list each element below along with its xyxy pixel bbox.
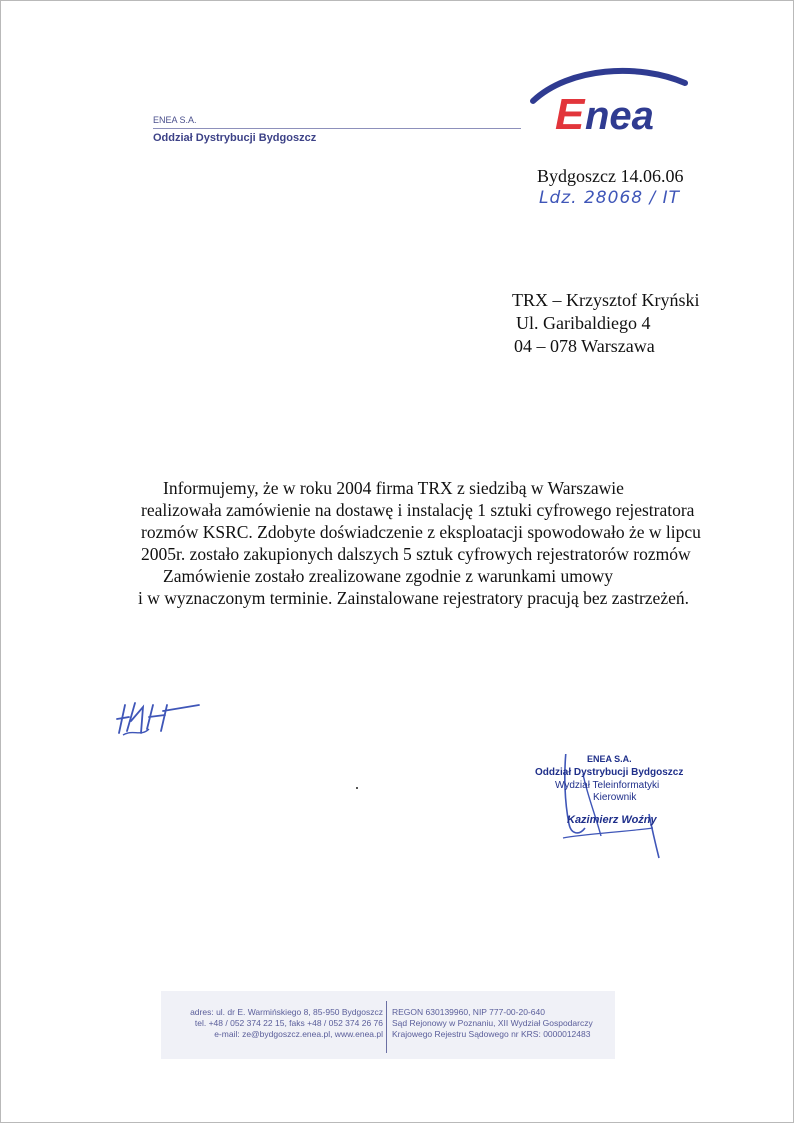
footer-line: e-mail: ze@bydgoszcz.enea.pl, www.enea.pl xyxy=(214,1029,383,1039)
letter-date: Bydgoszcz 14.06.06 xyxy=(537,166,684,186)
footer-line: adres: ul. dr E. Warmińskiego 8, 85-950 Bydgoszcz xyxy=(190,1007,383,1017)
footer-line: Krajowego Rejestru Sądowego nr KRS: 0000012483 xyxy=(392,1029,591,1039)
company-name: ENEA S.A. xyxy=(153,115,197,125)
branch-name: Oddział Dystrybucji Bydgoszcz xyxy=(153,132,317,144)
body-line: Informujemy, że w roku 2004 firma TRX z siedzibą w Warszawie xyxy=(163,478,624,498)
footer-contact xyxy=(161,991,615,1059)
svg-text:nea: nea xyxy=(585,94,654,138)
recipient-city: 04 – 078 Warszawa xyxy=(514,336,655,356)
svg-text:E: E xyxy=(555,90,585,139)
body-line: 2005r. zostało zakupionych dalszych 5 sztuk cyfrowych rejestratorów rozmów xyxy=(141,544,691,564)
handwritten-signature xyxy=(113,699,208,744)
enea-logo xyxy=(529,65,694,139)
stamp-title: Kierownik xyxy=(593,792,637,803)
recipient-address xyxy=(512,289,699,358)
footer-divider xyxy=(386,1001,387,1053)
letter-body xyxy=(138,477,731,609)
recipient-street: Ul. Garibaldiego 4 xyxy=(516,313,651,333)
stamp-branch: Oddział Dystrybucji Bydgoszcz xyxy=(535,767,684,778)
footer-line: REGON 630139960, NIP 777-00-20-640 xyxy=(392,1007,545,1017)
body-line: rozmów KSRC. Zdobyte doświadczenie z eksploatacji spowodowało że w lipcu xyxy=(141,522,701,542)
speck xyxy=(356,787,358,789)
stamp-company: ENEA S.A. xyxy=(587,754,632,764)
footer-line: Sąd Rejonowy w Poznaniu, XII Wydział Gospodarczy xyxy=(392,1018,593,1028)
stamp-department: Wydział Teleinformatyki xyxy=(555,780,660,791)
stamp-name: Kazimierz Woźny xyxy=(567,814,657,826)
official-stamp xyxy=(523,754,723,864)
body-line: realizowała zamówienie na dostawę i instalację 1 sztuki cyfrowego rejestratora xyxy=(141,500,695,520)
header-divider xyxy=(153,128,521,129)
footer-line: tel. +48 / 052 374 22 15, faks +48 / 052 374 26 76 xyxy=(194,1018,383,1028)
reference-number: Ldz. 28068 / IT xyxy=(539,188,681,208)
recipient-name: TRX – Krzysztof Kryński xyxy=(512,290,700,310)
footer-registration xyxy=(392,1007,593,1040)
body-line: Zamówienie zostało zrealizowane zgodnie z warunkami umowy xyxy=(163,566,613,586)
footer-address xyxy=(190,1007,383,1040)
body-line: i w wyznaczonym terminie. Zainstalowane rejestratory pracują bez zastrzeżeń. xyxy=(138,588,689,608)
